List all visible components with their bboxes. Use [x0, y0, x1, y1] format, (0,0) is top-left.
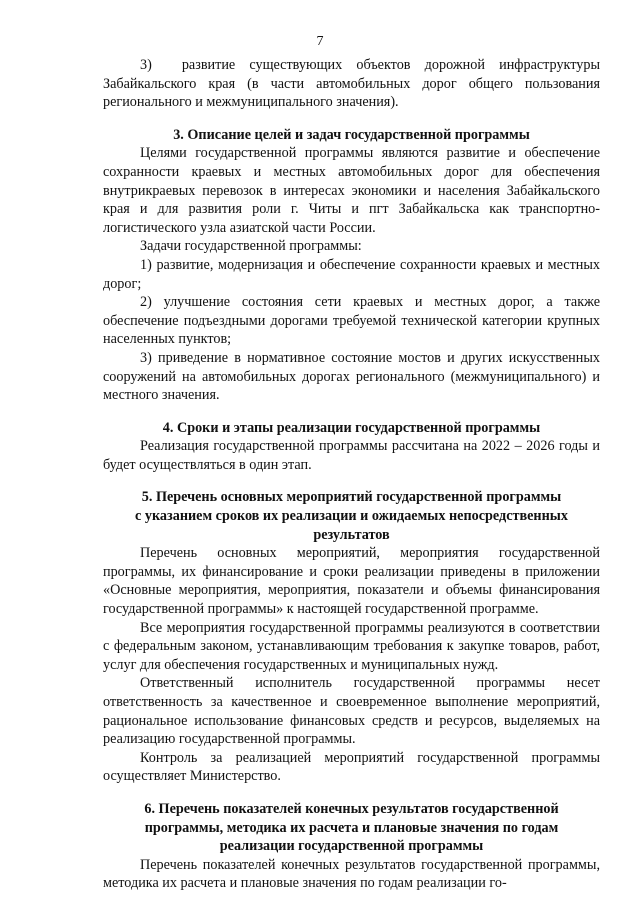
- section-3-task-2: 2) улучшение состояния сети краевых и местных дорог, а также обеспечение подъездными дорогами требуемой технической категории крупных населенных пунктов;: [103, 294, 600, 348]
- section-4-heading: 4. Сроки и этапы реализации государственной программы: [162, 419, 541, 436]
- section-4-paragraph: Реализация государственной программы рассчитана на 2022 – 2026 годы и будет осуществляться в один этап.: [103, 438, 600, 473]
- intro-item-number: 3): [140, 57, 152, 73]
- section-6-heading-line-3: реализации государственной программы: [219, 838, 484, 855]
- section-3-task-1: 1) развитие, модернизация и обеспечение сохранности краевых и местных дорог;: [103, 256, 600, 292]
- section-5-heading-line-3: результатов: [313, 526, 390, 543]
- intro-item-text: развитие существующих объектов дорожной инфраструктуры Забайкальского края (в части автомобильных дорог общего пользования регионального и межмуниципального значения).: [103, 57, 600, 111]
- section-6-heading: [103, 800, 600, 856]
- section-6-heading-line-1: 6. Перечень показателей конечных результатов государственной: [144, 800, 559, 817]
- page-number: 7: [316, 34, 324, 49]
- section-5-paragraph-1: Перечень основных мероприятий, мероприятия государственной программы, их финансирование и сроки реализации приведены в приложении «Основные мероприятия, мероприятия, показатели и объемы финансирования государственной программы» к настоящей государственной программе.: [103, 545, 600, 618]
- intro-list-item: [103, 56, 600, 112]
- section-5-heading-line-1: 5. Перечень основных мероприятий государственной программы: [141, 489, 562, 506]
- section-5-paragraph-2: Все мероприятия государственной программы реализуются в соответствии с федеральным законом, устанавливающим требования к закупке товаров, работ, услуг для обеспечения государственных и муниципальных нужд.: [103, 619, 600, 673]
- section-5-paragraph-3: Ответственный исполнитель государственной программы несет ответственность за качественное и своевременное выполнение мероприятий, рациональное использование финансовых средств и ресурсов, выделяемых на реализацию государственной программы.: [103, 675, 600, 748]
- section-3-heading: 3. Описание целей и задач государственной программы: [173, 126, 530, 143]
- section-6-paragraph-1: Перечень показателей конечных результатов государственной программы, методика их расчета и плановые значения по годам реализации го-: [103, 856, 600, 892]
- section-6-heading-line-2: программы, методика их расчета и плановые значения по годам: [144, 819, 559, 836]
- section-3-task-3: 3) приведение в нормативное состояние мостов и других искусственных сооружений на автомобильных дорогах регионального (межмуниципального) и местного значения.: [103, 349, 600, 404]
- document-body: [103, 56, 600, 893]
- section-3-tasks-intro: Задачи государственной программы:: [140, 238, 362, 255]
- section-5-heading: [103, 488, 600, 544]
- section-3-goals-paragraph: Целями государственной программы являются развитие и обеспечение сохранности краевых и местных автомобильных дорог для обеспечения внутрикраевых перевозок в интересах экономики и населения Забайкальского края и для развития роли г. Читы и пгт Забайкальска как транспортно-логистического узла азиатской части России.: [103, 145, 600, 236]
- section-5-heading-line-2: с указанием сроков их реализации и ожидаемых непосредственных: [135, 508, 568, 525]
- section-5-paragraph-4: Контроль за реализацией мероприятий государственной программы осуществляет Министерство.: [103, 749, 600, 785]
